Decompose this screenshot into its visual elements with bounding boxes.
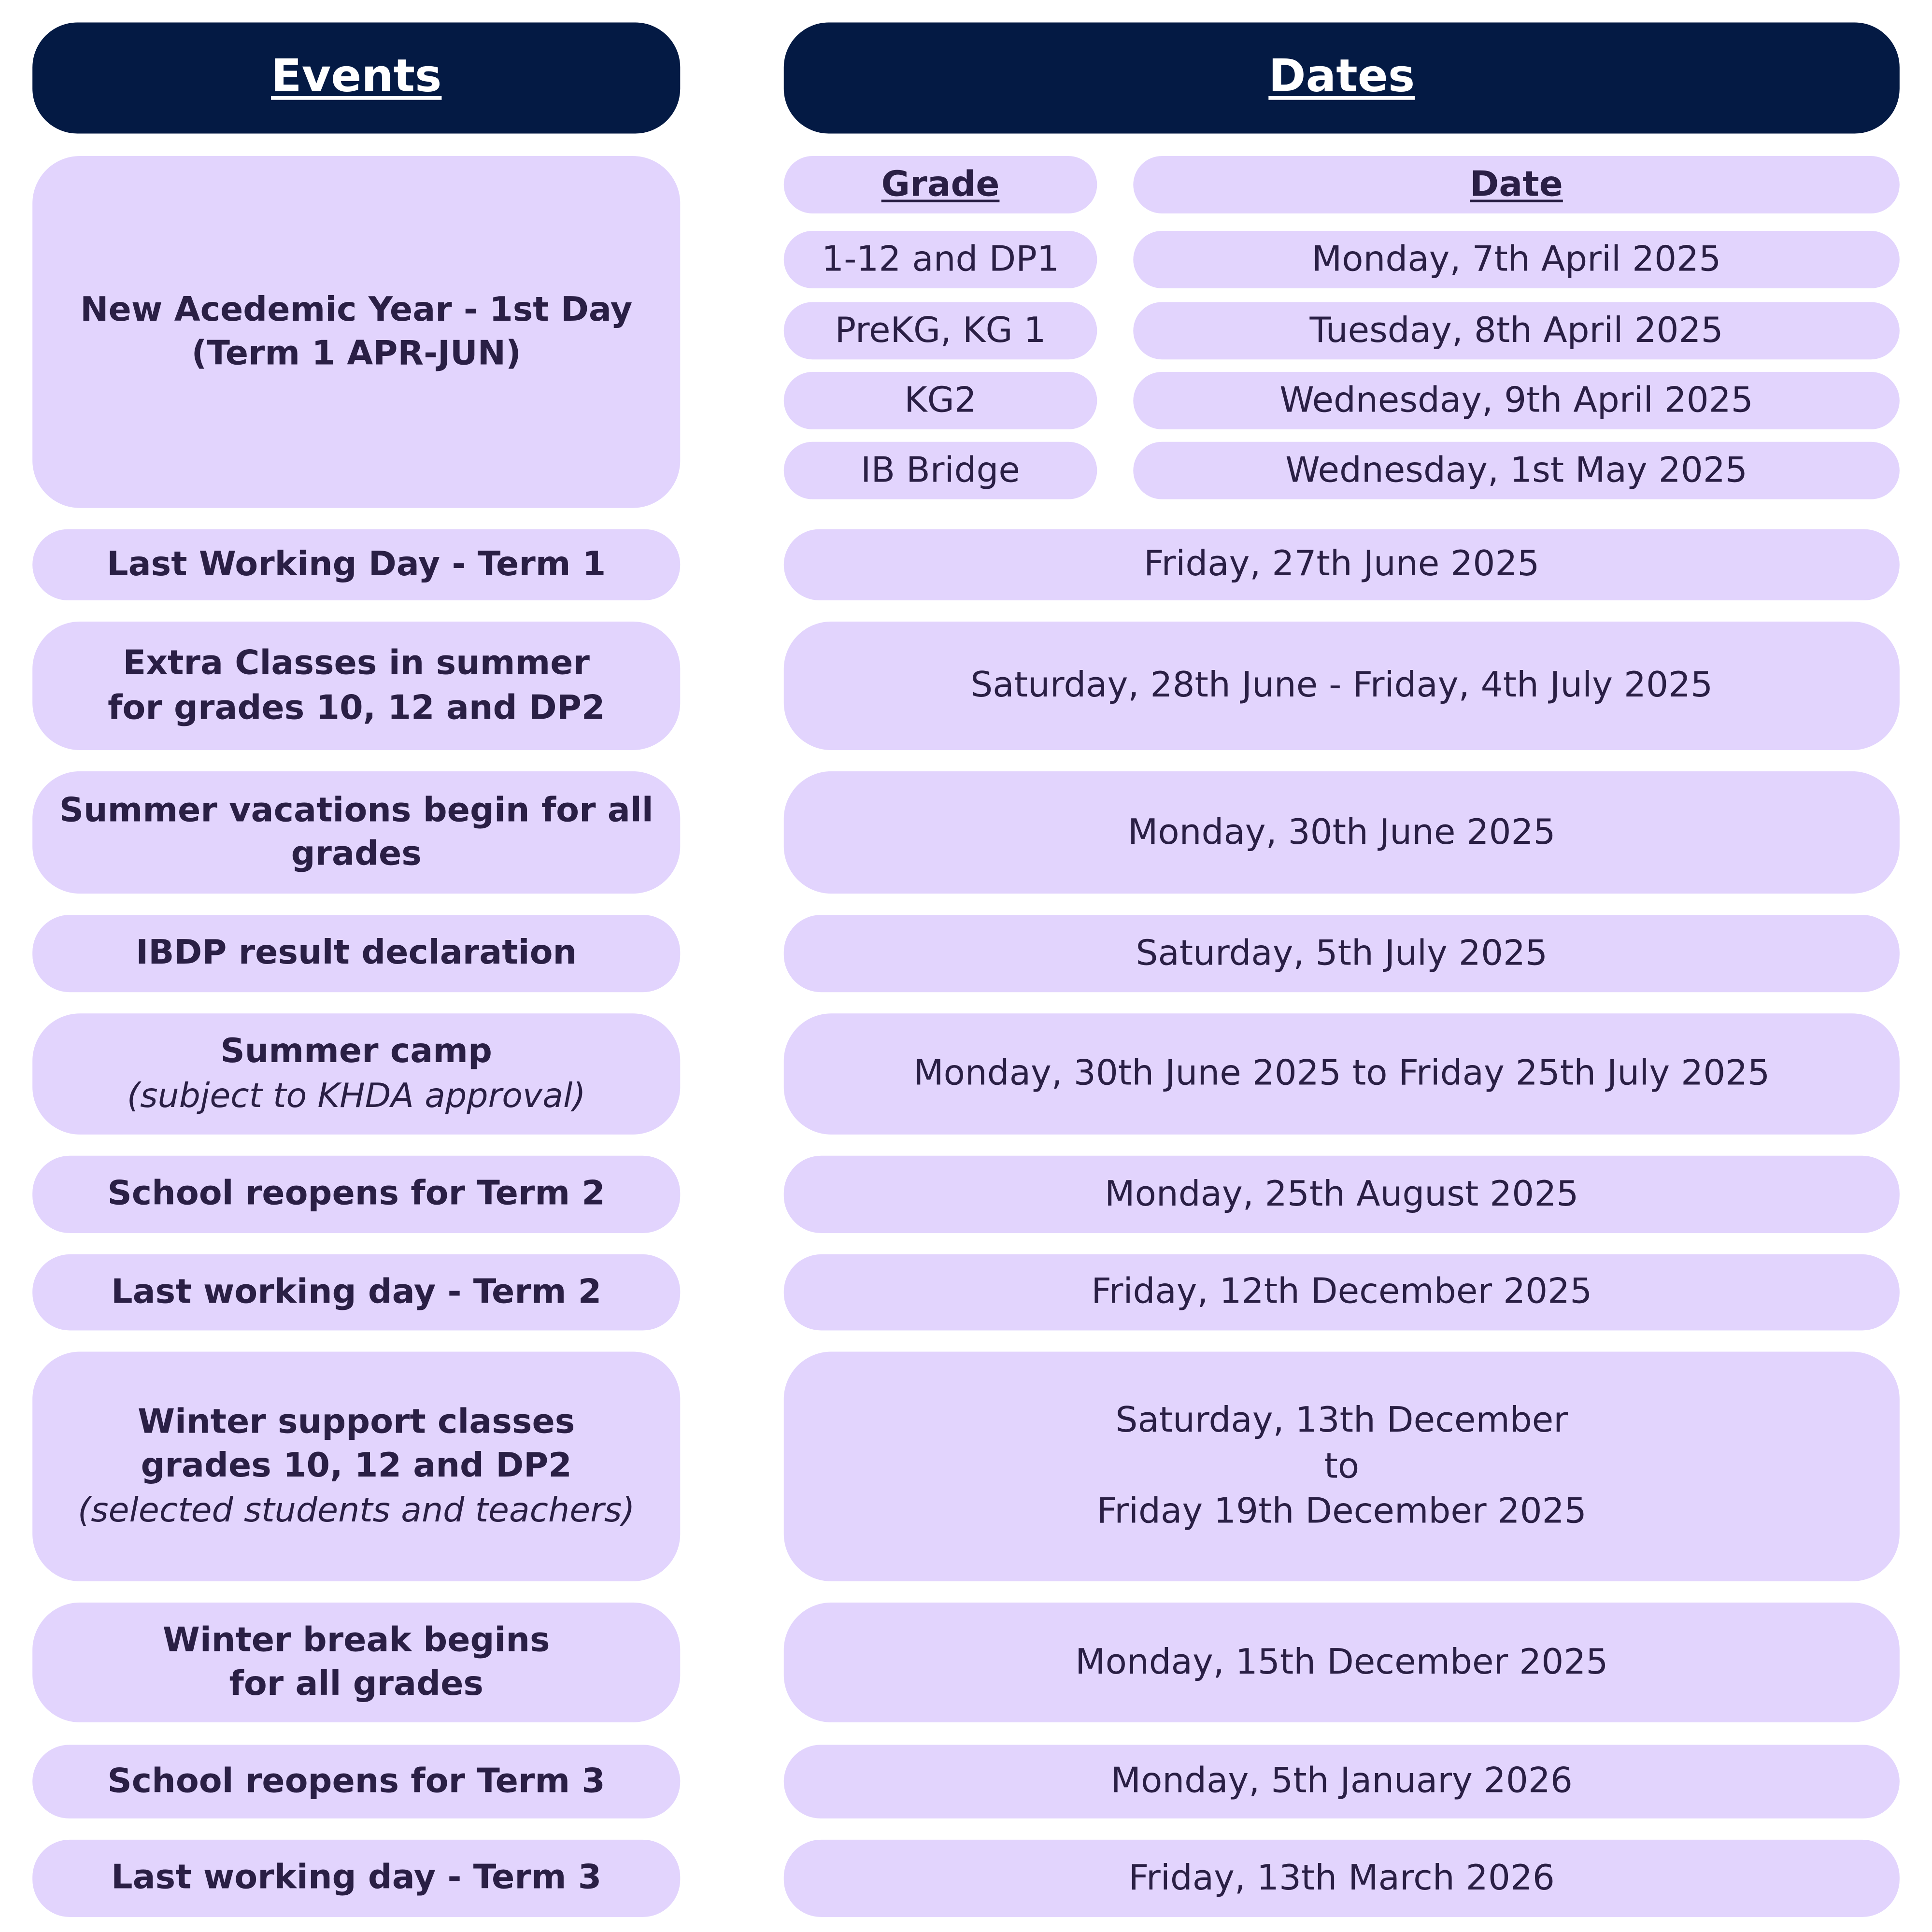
date-cell: Monday, 5th January 2026 <box>784 1745 1900 1818</box>
event-cell-new-academic-year: New Acedemic Year - 1st Day (Term 1 APR-JUN) <box>32 156 680 508</box>
grade-date-cell: Wednesday, 1st May 2025 <box>1133 442 1900 499</box>
event-cell <box>32 1351 680 1581</box>
event-cell: Summer vacations begin for all grades <box>32 771 680 894</box>
grade-cell: PreKG, KG 1 <box>784 302 1097 359</box>
date-cell: Friday, 27th June 2025 <box>784 529 1900 600</box>
event-label: Summer camp <box>220 1033 492 1072</box>
date-column-header: Date <box>1133 156 1900 213</box>
date-cell: Monday, 25th August 2025 <box>784 1156 1900 1233</box>
event-note: (subject to KHDA approval) <box>127 1076 586 1115</box>
date-cell: Friday, 12th December 2025 <box>784 1254 1900 1331</box>
event-cell: Winter break begins for all grades <box>32 1603 680 1722</box>
event-cell: Last Working Day - Term 1 <box>32 529 680 600</box>
event-cell: Last working day - Term 3 <box>32 1840 680 1917</box>
events-header: Events <box>32 23 680 134</box>
date-cell: Monday, 30th June 2025 <box>784 771 1900 894</box>
event-cell: Last working day - Term 2 <box>32 1254 680 1331</box>
date-cell: Monday, 15th December 2025 <box>784 1603 1900 1722</box>
event-note: (selected students and teachers) <box>78 1491 635 1530</box>
event-cell: School reopens for Term 2 <box>32 1156 680 1233</box>
grade-date-cell: Tuesday, 8th April 2025 <box>1133 302 1900 359</box>
grade-date-cell: Monday, 7th April 2025 <box>1133 231 1900 288</box>
date-cell: Saturday, 13th December to Friday 19th December 2025 <box>784 1351 1900 1581</box>
event-cell: Extra Classes in summer for grades 10, 12 and DP2 <box>32 622 680 750</box>
date-cell: Monday, 30th June 2025 to Friday 25th July 2025 <box>784 1013 1900 1135</box>
date-cell: Saturday, 5th July 2025 <box>784 915 1900 992</box>
grade-cell: IB Bridge <box>784 442 1097 499</box>
event-cell: IBDP result declaration <box>32 915 680 992</box>
grade-cell: KG2 <box>784 372 1097 429</box>
dates-header: Dates <box>784 23 1900 134</box>
date-cell: Saturday, 28th June - Friday, 4th July 2025 <box>784 622 1900 750</box>
event-cell <box>32 1013 680 1135</box>
event-cell: School reopens for Term 3 <box>32 1745 680 1818</box>
date-cell: Friday, 13th March 2026 <box>784 1840 1900 1917</box>
grade-column-header: Grade <box>784 156 1097 213</box>
grade-date-cell: Wednesday, 9th April 2025 <box>1133 372 1900 429</box>
grade-cell: 1-12 and DP1 <box>784 231 1097 288</box>
event-label: Winter support classes grades 10, 12 and DP2 <box>138 1403 575 1486</box>
